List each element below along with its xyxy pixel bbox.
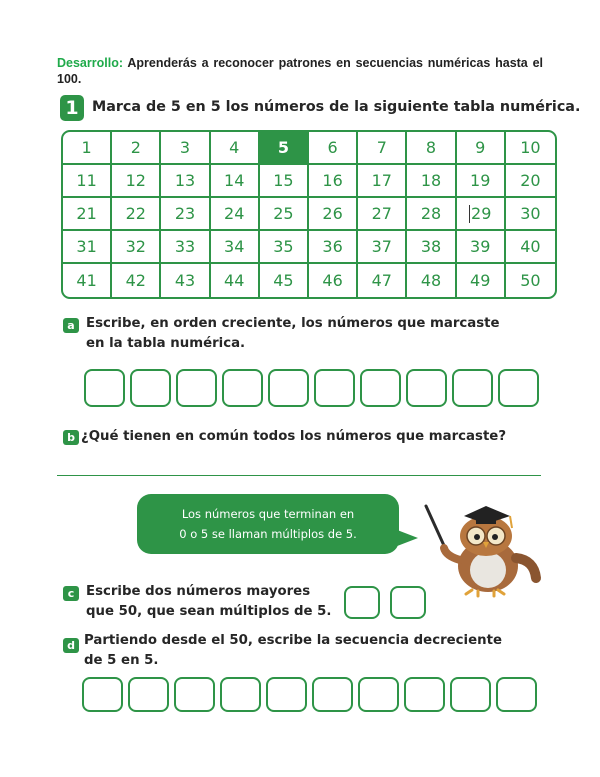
table-cell[interactable] — [506, 264, 555, 297]
question-d-text — [84, 631, 502, 671]
table-cell-value: 33 — [174, 237, 196, 256]
question-d-line2: de 5 en 5. — [84, 653, 159, 668]
owl-wing-right — [516, 558, 536, 578]
table-cell-value: 22 — [125, 204, 146, 223]
question-d-answer-box[interactable] — [128, 677, 169, 712]
table-cell[interactable] — [211, 264, 260, 297]
pointer-stick — [426, 506, 446, 550]
table-cell[interactable] — [161, 231, 210, 264]
question-c-badge: c — [63, 586, 79, 601]
table-cell-value: 29 — [471, 204, 492, 223]
intro-text: Aprenderás a reconocer patrones en secuencias numéricas hasta el 100. — [57, 56, 543, 86]
intro-paragraph — [57, 55, 543, 87]
table-cell[interactable] — [457, 165, 506, 198]
table-cell[interactable] — [260, 198, 309, 231]
number-table — [61, 130, 557, 299]
question-d-answer-box[interactable] — [82, 677, 123, 712]
question-a-text — [86, 314, 500, 354]
table-cell-value: 46 — [322, 271, 343, 290]
table-cell[interactable] — [309, 165, 358, 198]
table-cell-value: 41 — [76, 271, 97, 290]
table-cell-value: 3 — [179, 138, 191, 157]
table-cell[interactable] — [457, 264, 506, 297]
intro-label: Desarrollo: — [57, 56, 123, 70]
table-cell-value: 48 — [420, 271, 442, 290]
table-cell-value: 31 — [76, 237, 97, 256]
question-c-text — [86, 582, 331, 622]
table-cell-value: 7 — [376, 138, 387, 157]
table-cell[interactable] — [211, 198, 260, 231]
question-a-answer-box[interactable] — [314, 369, 355, 407]
table-cell[interactable] — [63, 264, 112, 297]
table-cell[interactable] — [112, 165, 161, 198]
table-cell[interactable] — [260, 231, 309, 264]
question-d-answer-box[interactable] — [266, 677, 307, 712]
question-a-answer-box[interactable] — [360, 369, 401, 407]
table-cell[interactable] — [309, 132, 358, 165]
table-cell-value: 47 — [371, 271, 392, 290]
table-cell-value: 20 — [520, 171, 541, 190]
table-cell[interactable] — [211, 165, 260, 198]
table-cell[interactable] — [358, 198, 407, 231]
table-cell[interactable] — [407, 132, 456, 165]
question-d-answer-box[interactable] — [404, 677, 445, 712]
answer-boxes-c — [344, 586, 426, 619]
table-cell-value: 1 — [81, 138, 92, 157]
question-a-answer-box[interactable] — [406, 369, 447, 407]
table-cell[interactable] — [63, 132, 112, 165]
table-cell-value: 25 — [273, 204, 294, 223]
table-cell-value: 38 — [420, 237, 442, 256]
cap-tassel — [510, 516, 512, 528]
question-a-answer-box[interactable] — [84, 369, 125, 407]
table-cell-value: 16 — [322, 171, 343, 190]
table-cell-value: 8 — [425, 138, 437, 157]
table-cell-value: 14 — [224, 171, 245, 190]
table-cell-value: 6 — [327, 138, 338, 157]
table-cell-value: 36 — [322, 237, 343, 256]
table-cell[interactable] — [358, 231, 407, 264]
table-cell-value: 15 — [273, 171, 294, 190]
table-cell-value: 13 — [174, 171, 196, 190]
table-cell-value: 35 — [273, 237, 294, 256]
table-cell-value: 12 — [125, 171, 146, 190]
table-cell[interactable] — [358, 264, 407, 297]
table-cell-value: 11 — [76, 171, 97, 190]
table-cell[interactable] — [260, 132, 309, 165]
question-c-answer-box[interactable] — [390, 586, 426, 619]
question-a-answer-box[interactable] — [268, 369, 309, 407]
table-cell-value: 45 — [273, 271, 294, 290]
table-cell-value: 9 — [475, 138, 486, 157]
question-d-answer-box[interactable] — [312, 677, 353, 712]
tip-line1: Los números que terminan en — [181, 507, 355, 521]
question-d-badge: d — [63, 638, 79, 653]
table-cell-value: 26 — [322, 204, 343, 223]
table-cell-value: 28 — [420, 204, 442, 223]
question-a-answer-box[interactable] — [222, 369, 263, 407]
table-cell-value: 30 — [520, 204, 541, 223]
speech-bubble-tail — [392, 528, 418, 548]
table-cell[interactable] — [161, 198, 210, 231]
tip-speech-bubble — [137, 494, 399, 554]
answer-boxes-a — [84, 369, 539, 407]
table-cell-value: 18 — [420, 171, 442, 190]
table-cell[interactable] — [112, 198, 161, 231]
table-cell[interactable] — [112, 132, 161, 165]
table-cell-value: 37 — [371, 237, 392, 256]
table-cell[interactable] — [457, 132, 506, 165]
question-d-answer-box[interactable] — [174, 677, 215, 712]
table-cell-value: 4 — [229, 138, 240, 157]
table-cell[interactable] — [211, 231, 260, 264]
table-cell[interactable] — [161, 264, 210, 297]
table-cell-value: 32 — [125, 237, 146, 256]
question-d-answer-box[interactable] — [220, 677, 261, 712]
table-cell[interactable] — [309, 198, 358, 231]
question-a-answer-box[interactable] — [498, 369, 539, 407]
question-b-text: ¿Qué tienen en común todos los números que marcaste? — [81, 429, 507, 444]
table-cell[interactable] — [211, 132, 260, 165]
table-cell[interactable] — [161, 165, 210, 198]
question-d-answer-box[interactable] — [450, 677, 491, 712]
table-cell[interactable] — [457, 231, 506, 264]
table-cell[interactable] — [407, 231, 456, 264]
table-cell[interactable] — [407, 198, 456, 231]
table-cell[interactable] — [407, 264, 456, 297]
table-cell-value: 5 — [277, 138, 289, 157]
table-cell[interactable] — [358, 132, 407, 165]
table-cell[interactable] — [407, 165, 456, 198]
question-a-answer-box[interactable] — [130, 369, 171, 407]
question-d-answer-box[interactable] — [358, 677, 399, 712]
table-cell[interactable] — [260, 264, 309, 297]
question-a-badge: a — [63, 318, 79, 333]
table-cell[interactable] — [63, 198, 112, 231]
tip-line2: 0 o 5 se llaman múltiplos de 5. — [179, 527, 357, 541]
table-cell-value: 17 — [371, 171, 392, 190]
table-cell[interactable] — [112, 231, 161, 264]
table-cell[interactable] — [506, 198, 555, 231]
answer-line-b[interactable] — [57, 475, 541, 476]
question-a-line1: Escribe, en orden creciente, los números que marcaste — [86, 316, 500, 331]
table-cell-value: 34 — [224, 237, 245, 256]
question-a-answer-box[interactable] — [176, 369, 217, 407]
table-cell[interactable] — [161, 132, 210, 165]
table-cell-value: 23 — [174, 204, 196, 223]
owl-wing-left — [444, 548, 460, 560]
table-cell-value: 40 — [520, 237, 541, 256]
table-cell[interactable] — [506, 231, 555, 264]
owl-coat — [470, 552, 506, 588]
question-a-line2: en la tabla numérica. — [86, 336, 246, 351]
question-b-badge: b — [63, 430, 79, 445]
table-cell[interactable] — [309, 264, 358, 297]
table-cell-value: 39 — [470, 237, 491, 256]
text-cursor — [469, 205, 470, 223]
table-cell[interactable] — [63, 165, 112, 198]
table-cell-value: 19 — [470, 171, 491, 190]
question-c-line2: que 50, que sean múltiplos de 5. — [86, 604, 332, 619]
question-d-line1: Partiendo desde el 50, escribe la secuencia decreciente — [84, 633, 502, 648]
table-cell[interactable] — [112, 264, 161, 297]
table-cell-value: 43 — [174, 271, 196, 290]
question-a-answer-box[interactable] — [452, 369, 493, 407]
table-cell[interactable] — [506, 165, 555, 198]
table-cell-value: 2 — [130, 138, 141, 157]
table-cell-value: 50 — [520, 271, 541, 290]
table-cell[interactable] — [358, 165, 407, 198]
table-cell[interactable] — [506, 132, 555, 165]
table-cell-value: 42 — [125, 271, 146, 290]
table-cell-value: 44 — [224, 271, 245, 290]
table-cell[interactable] — [63, 231, 112, 264]
activity-number-badge: 1 — [60, 95, 84, 121]
table-cell-value: 27 — [371, 204, 392, 223]
table-cell[interactable] — [309, 231, 358, 264]
table-cell[interactable] — [457, 198, 506, 231]
table-cell-value: 49 — [470, 271, 491, 290]
answer-boxes-d — [82, 677, 537, 712]
table-cell-value: 21 — [76, 204, 97, 223]
question-c-line1: Escribe dos números mayores — [86, 584, 311, 599]
table-cell-value: 10 — [520, 138, 541, 157]
activity-instruction: Marca de 5 en 5 los números de la siguiente tabla numérica. — [92, 99, 581, 115]
question-d-answer-box[interactable] — [496, 677, 537, 712]
table-cell-value: 24 — [224, 204, 245, 223]
owl-teacher-illustration — [418, 498, 548, 598]
question-c-answer-box[interactable] — [344, 586, 380, 619]
table-cell[interactable] — [260, 165, 309, 198]
